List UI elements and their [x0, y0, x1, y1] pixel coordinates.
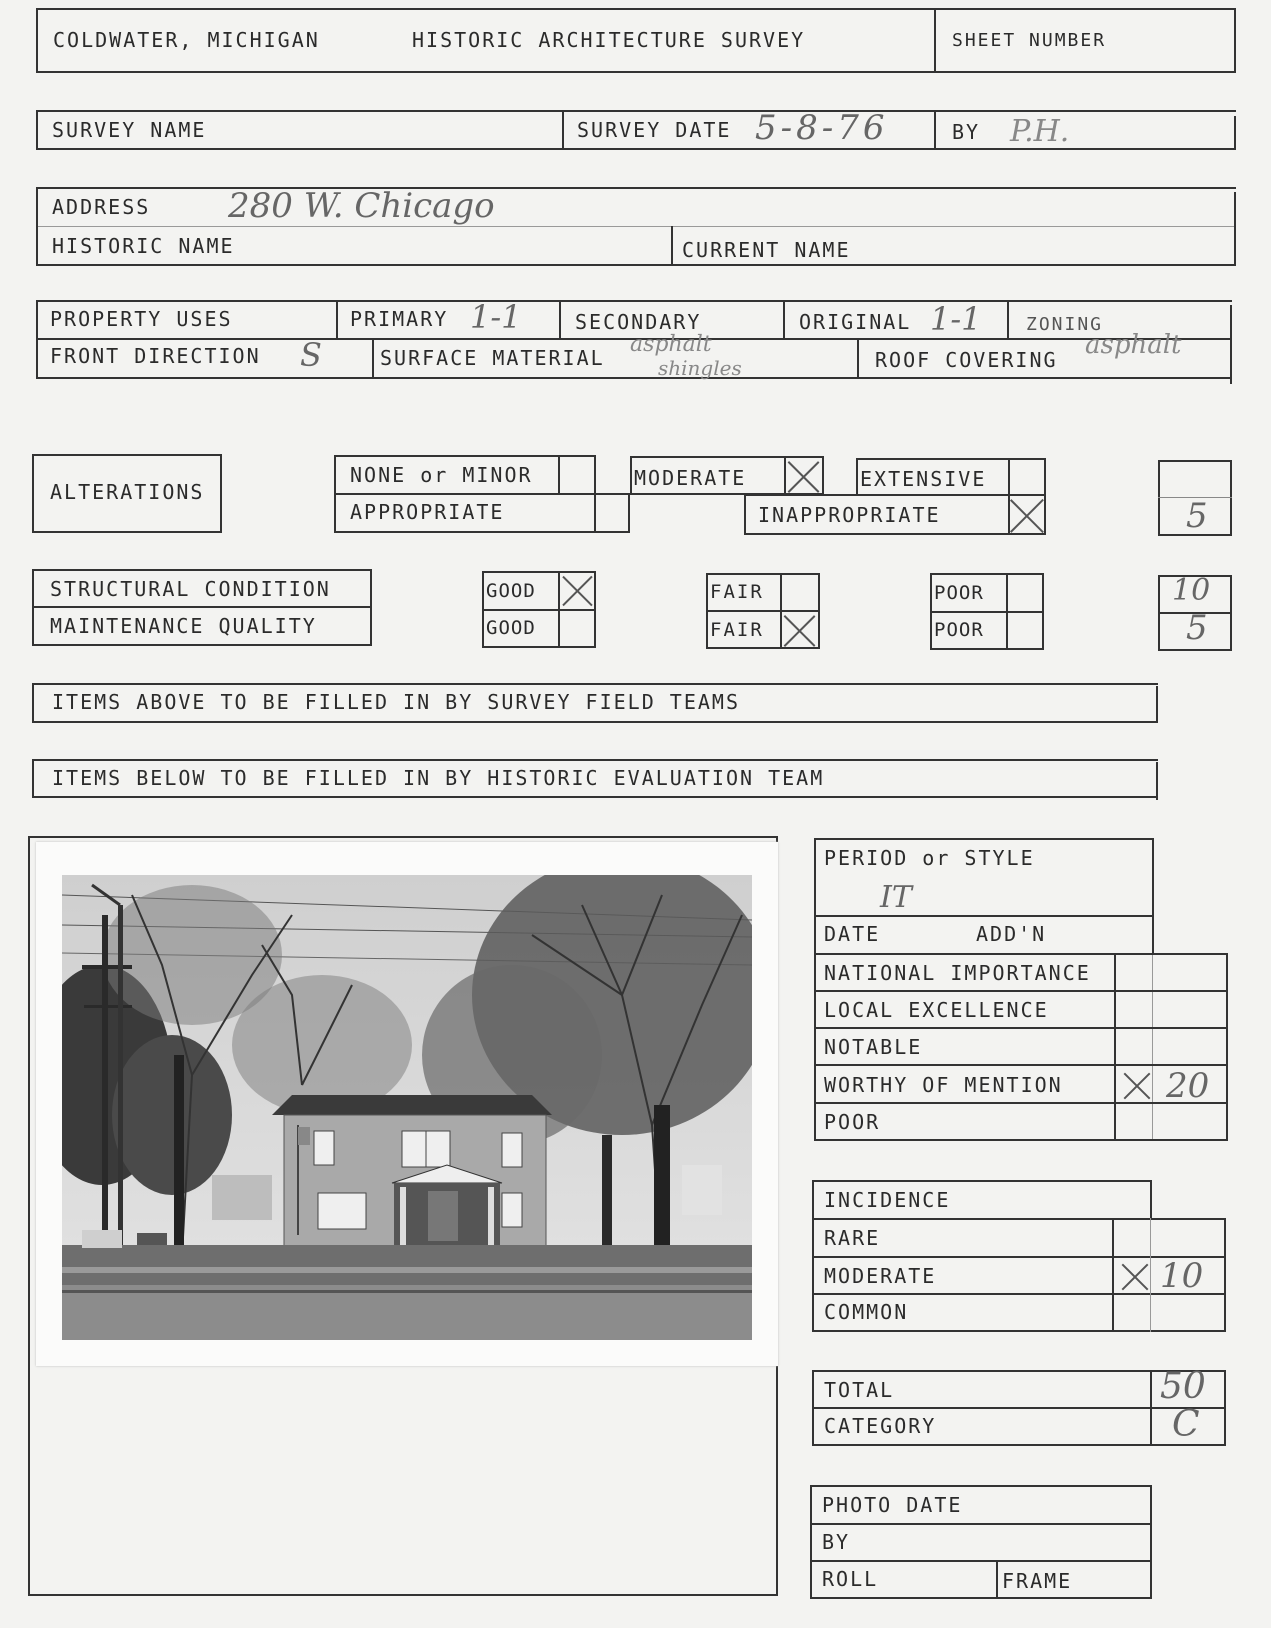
- none-or-minor-label: NONE or MINOR: [350, 463, 533, 487]
- survey-row-top: [36, 110, 1236, 112]
- poor-check-divider: [1006, 573, 1008, 650]
- survey-row-div2: [934, 110, 936, 150]
- property-div5: [372, 338, 374, 379]
- note-above-top: [32, 683, 1158, 685]
- total-value: 50: [1160, 1366, 1206, 1407]
- survey-row-left: [36, 110, 38, 150]
- structural-condition-label: STRUCTURAL CONDITION: [50, 577, 331, 601]
- eval-row-1: [814, 953, 1228, 955]
- property-left: [36, 300, 38, 379]
- note-below-top: [32, 759, 1158, 761]
- zoning-label: ZONING: [1026, 314, 1104, 335]
- alt-l-mid: [334, 493, 630, 495]
- inc-top: [812, 1180, 1152, 1182]
- photo-date-label: PHOTO DATE: [822, 1493, 963, 1517]
- photo-info-div: [996, 1560, 998, 1599]
- address-left: [36, 187, 38, 266]
- incidence-moderate-label: MODERATE: [824, 1264, 937, 1288]
- roof-covering-value: asphalt: [1085, 330, 1182, 360]
- appropriate-label: APPROPRIATE: [350, 500, 505, 524]
- front-direction-value: S: [300, 336, 322, 374]
- property-div6: [857, 338, 859, 379]
- surface-material-value-1: asphalt: [630, 332, 712, 357]
- totals-div: [1150, 1370, 1152, 1446]
- condition-label-mid: [32, 606, 372, 608]
- maintenance-fair-x-mark: [782, 612, 818, 648]
- survey-by-value: P.H.: [1010, 114, 1070, 149]
- survey-date-label: SURVEY DATE: [577, 118, 732, 142]
- inappropriate-x-mark: [1008, 496, 1046, 534]
- property-div1: [336, 300, 338, 340]
- secondary-label: SECONDARY: [575, 310, 702, 334]
- common-label: COMMON: [824, 1300, 909, 1324]
- address-top: [36, 187, 1236, 189]
- front-direction-label: FRONT DIRECTION: [50, 344, 261, 368]
- address-name-divider: [671, 226, 673, 266]
- property-bottom: [36, 377, 1232, 379]
- roof-covering-label: ROOF COVERING: [875, 348, 1058, 372]
- address-value: 280 W. Chicago: [228, 186, 495, 226]
- maintenance-poor-label: POOR: [934, 619, 984, 641]
- original-label: ORIGINAL: [799, 310, 912, 334]
- extensive-label: EXTENSIVE: [860, 467, 987, 491]
- incidence-moderate-score: 10: [1160, 1256, 1204, 1296]
- survey-row-right: [1234, 116, 1236, 150]
- survey-row-div1: [562, 110, 564, 150]
- date-label: DATE: [824, 922, 881, 946]
- note-above-left: [32, 683, 34, 723]
- structural-score: 10: [1172, 573, 1211, 608]
- city-label: COLDWATER, MICHIGAN: [53, 28, 320, 52]
- eval-row-6: [814, 1139, 1228, 1141]
- structural-poor-label: POOR: [934, 582, 984, 604]
- form-title: HISTORIC ARCHITECTURE SURVEY: [412, 28, 806, 52]
- property-uses-label: PROPERTY USES: [50, 307, 233, 331]
- note-above-bottom: [32, 721, 1158, 723]
- eval-score-div: [1114, 953, 1116, 1141]
- maintenance-fair-label: FAIR: [710, 619, 764, 641]
- inappropriate-label: INAPPROPRIATE: [758, 503, 941, 527]
- alt-l-box-left: [558, 455, 560, 495]
- property-top: [36, 300, 1232, 302]
- alt-r-left-bottom: [744, 494, 746, 535]
- address-bottom: [36, 264, 1236, 266]
- structural-good-x-mark: [560, 573, 594, 607]
- address-label: ADDRESS: [52, 195, 151, 219]
- inc-left: [812, 1180, 814, 1332]
- inc-right: [1224, 1220, 1226, 1332]
- local-excellence-label: LOCAL EXCELLENCE: [824, 998, 1049, 1022]
- notable-label: NOTABLE: [824, 1035, 923, 1059]
- alt-l-right2: [628, 493, 630, 533]
- property-right: [1230, 305, 1232, 384]
- photo-info-row-2: [810, 1560, 1152, 1562]
- alt-l-right: [594, 455, 596, 533]
- note-below-left: [32, 759, 34, 798]
- survey-date-value: 5-8-76: [755, 108, 889, 148]
- worthy-score: 20: [1166, 1066, 1210, 1106]
- totals-mid: [812, 1407, 1226, 1409]
- poor-mid: [930, 611, 1044, 613]
- inc-score-div: [1112, 1218, 1114, 1332]
- eval-right: [1226, 955, 1228, 1141]
- category-label: CATEGORY: [824, 1414, 937, 1438]
- inc-score-div2: [1150, 1218, 1151, 1332]
- address-mid: [36, 226, 1236, 227]
- property-div3: [783, 300, 785, 340]
- structural-fair-label: FAIR: [710, 581, 764, 603]
- period-style-label: PERIOD or STYLE: [824, 846, 1035, 870]
- photo-by-label: BY: [822, 1530, 851, 1554]
- photo-info-row-1: [810, 1523, 1152, 1525]
- surface-material-value-2: shingles: [658, 356, 742, 380]
- good-mid: [482, 609, 596, 611]
- eval-score-div2: [1152, 953, 1153, 1141]
- alt-l-top: [334, 455, 596, 457]
- roll-label: ROLL: [822, 1567, 879, 1591]
- property-div4: [1007, 300, 1009, 340]
- surface-material-label: SURFACE MATERIAL: [380, 346, 605, 370]
- alt-r-mid: [744, 494, 1046, 496]
- rare-label: RARE: [824, 1226, 881, 1250]
- maintenance-good-label: GOOD: [486, 617, 536, 639]
- alterations-label: ALTERATIONS: [50, 480, 205, 504]
- frame-label: FRAME: [1002, 1569, 1073, 1593]
- inc-row-1: [812, 1218, 1226, 1220]
- addn-label: ADD'N: [976, 922, 1047, 946]
- national-importance-label: NATIONAL IMPORTANCE: [824, 961, 1091, 985]
- inc-bottom: [812, 1330, 1226, 1332]
- eval-date-right: [1152, 915, 1154, 955]
- survey-by-label: BY: [952, 120, 981, 144]
- house-photograph: [62, 875, 752, 1340]
- worthy-x-mark: [1122, 1070, 1152, 1100]
- total-label: TOTAL: [824, 1378, 895, 1402]
- period-style-value: IT: [880, 880, 912, 915]
- address-right: [1234, 192, 1236, 266]
- current-name-label: CURRENT NAME: [682, 238, 851, 262]
- alt-m-left: [630, 456, 632, 495]
- worthy-of-mention-label: WORTHY OF MENTION: [824, 1073, 1063, 1097]
- moderate-label: MODERATE: [634, 466, 747, 490]
- alt-r-bottom: [744, 533, 1046, 535]
- survey-name-label: SURVEY NAME: [52, 118, 207, 142]
- category-value: C: [1172, 1404, 1200, 1445]
- sheet-number-label: SHEET NUMBER: [952, 30, 1107, 51]
- eval-row-3: [814, 1027, 1228, 1029]
- note-below-right: [1156, 762, 1158, 800]
- property-div2: [559, 300, 561, 340]
- alt-l-left: [334, 455, 336, 533]
- header-divider: [934, 8, 936, 73]
- alt-r-left-top: [856, 458, 858, 496]
- maintenance-score: 5: [1186, 608, 1208, 648]
- inc-head-right: [1150, 1180, 1152, 1220]
- eval-row-2: [814, 990, 1228, 992]
- note-below-text: ITEMS BELOW TO BE FILLED IN BY HISTORIC EVALUATION TEAM: [52, 766, 825, 790]
- note-above-text: ITEMS ABOVE TO BE FILLED IN BY SURVEY FIELD TEAMS: [52, 690, 741, 714]
- structural-good-label: GOOD: [486, 580, 536, 602]
- primary-label: PRIMARY: [350, 307, 449, 331]
- maintenance-quality-label: MAINTENANCE QUALITY: [50, 614, 317, 638]
- alt-r-top: [856, 458, 1046, 460]
- historic-name-label: HISTORIC NAME: [52, 234, 235, 258]
- alt-m-right: [822, 456, 824, 495]
- moderate-x-mark: [786, 458, 822, 494]
- incidence-label: INCIDENCE: [824, 1188, 951, 1212]
- alterations-score: 5: [1186, 496, 1208, 536]
- incidence-moderate-x-mark: [1120, 1260, 1150, 1292]
- original-value: 1-1: [930, 300, 982, 338]
- eval-poor-label: POOR: [824, 1110, 881, 1134]
- note-below-bottom: [32, 796, 1158, 798]
- primary-value: 1-1: [470, 298, 522, 336]
- note-above-right: [1156, 686, 1158, 723]
- alt-l-bottom: [334, 531, 630, 533]
